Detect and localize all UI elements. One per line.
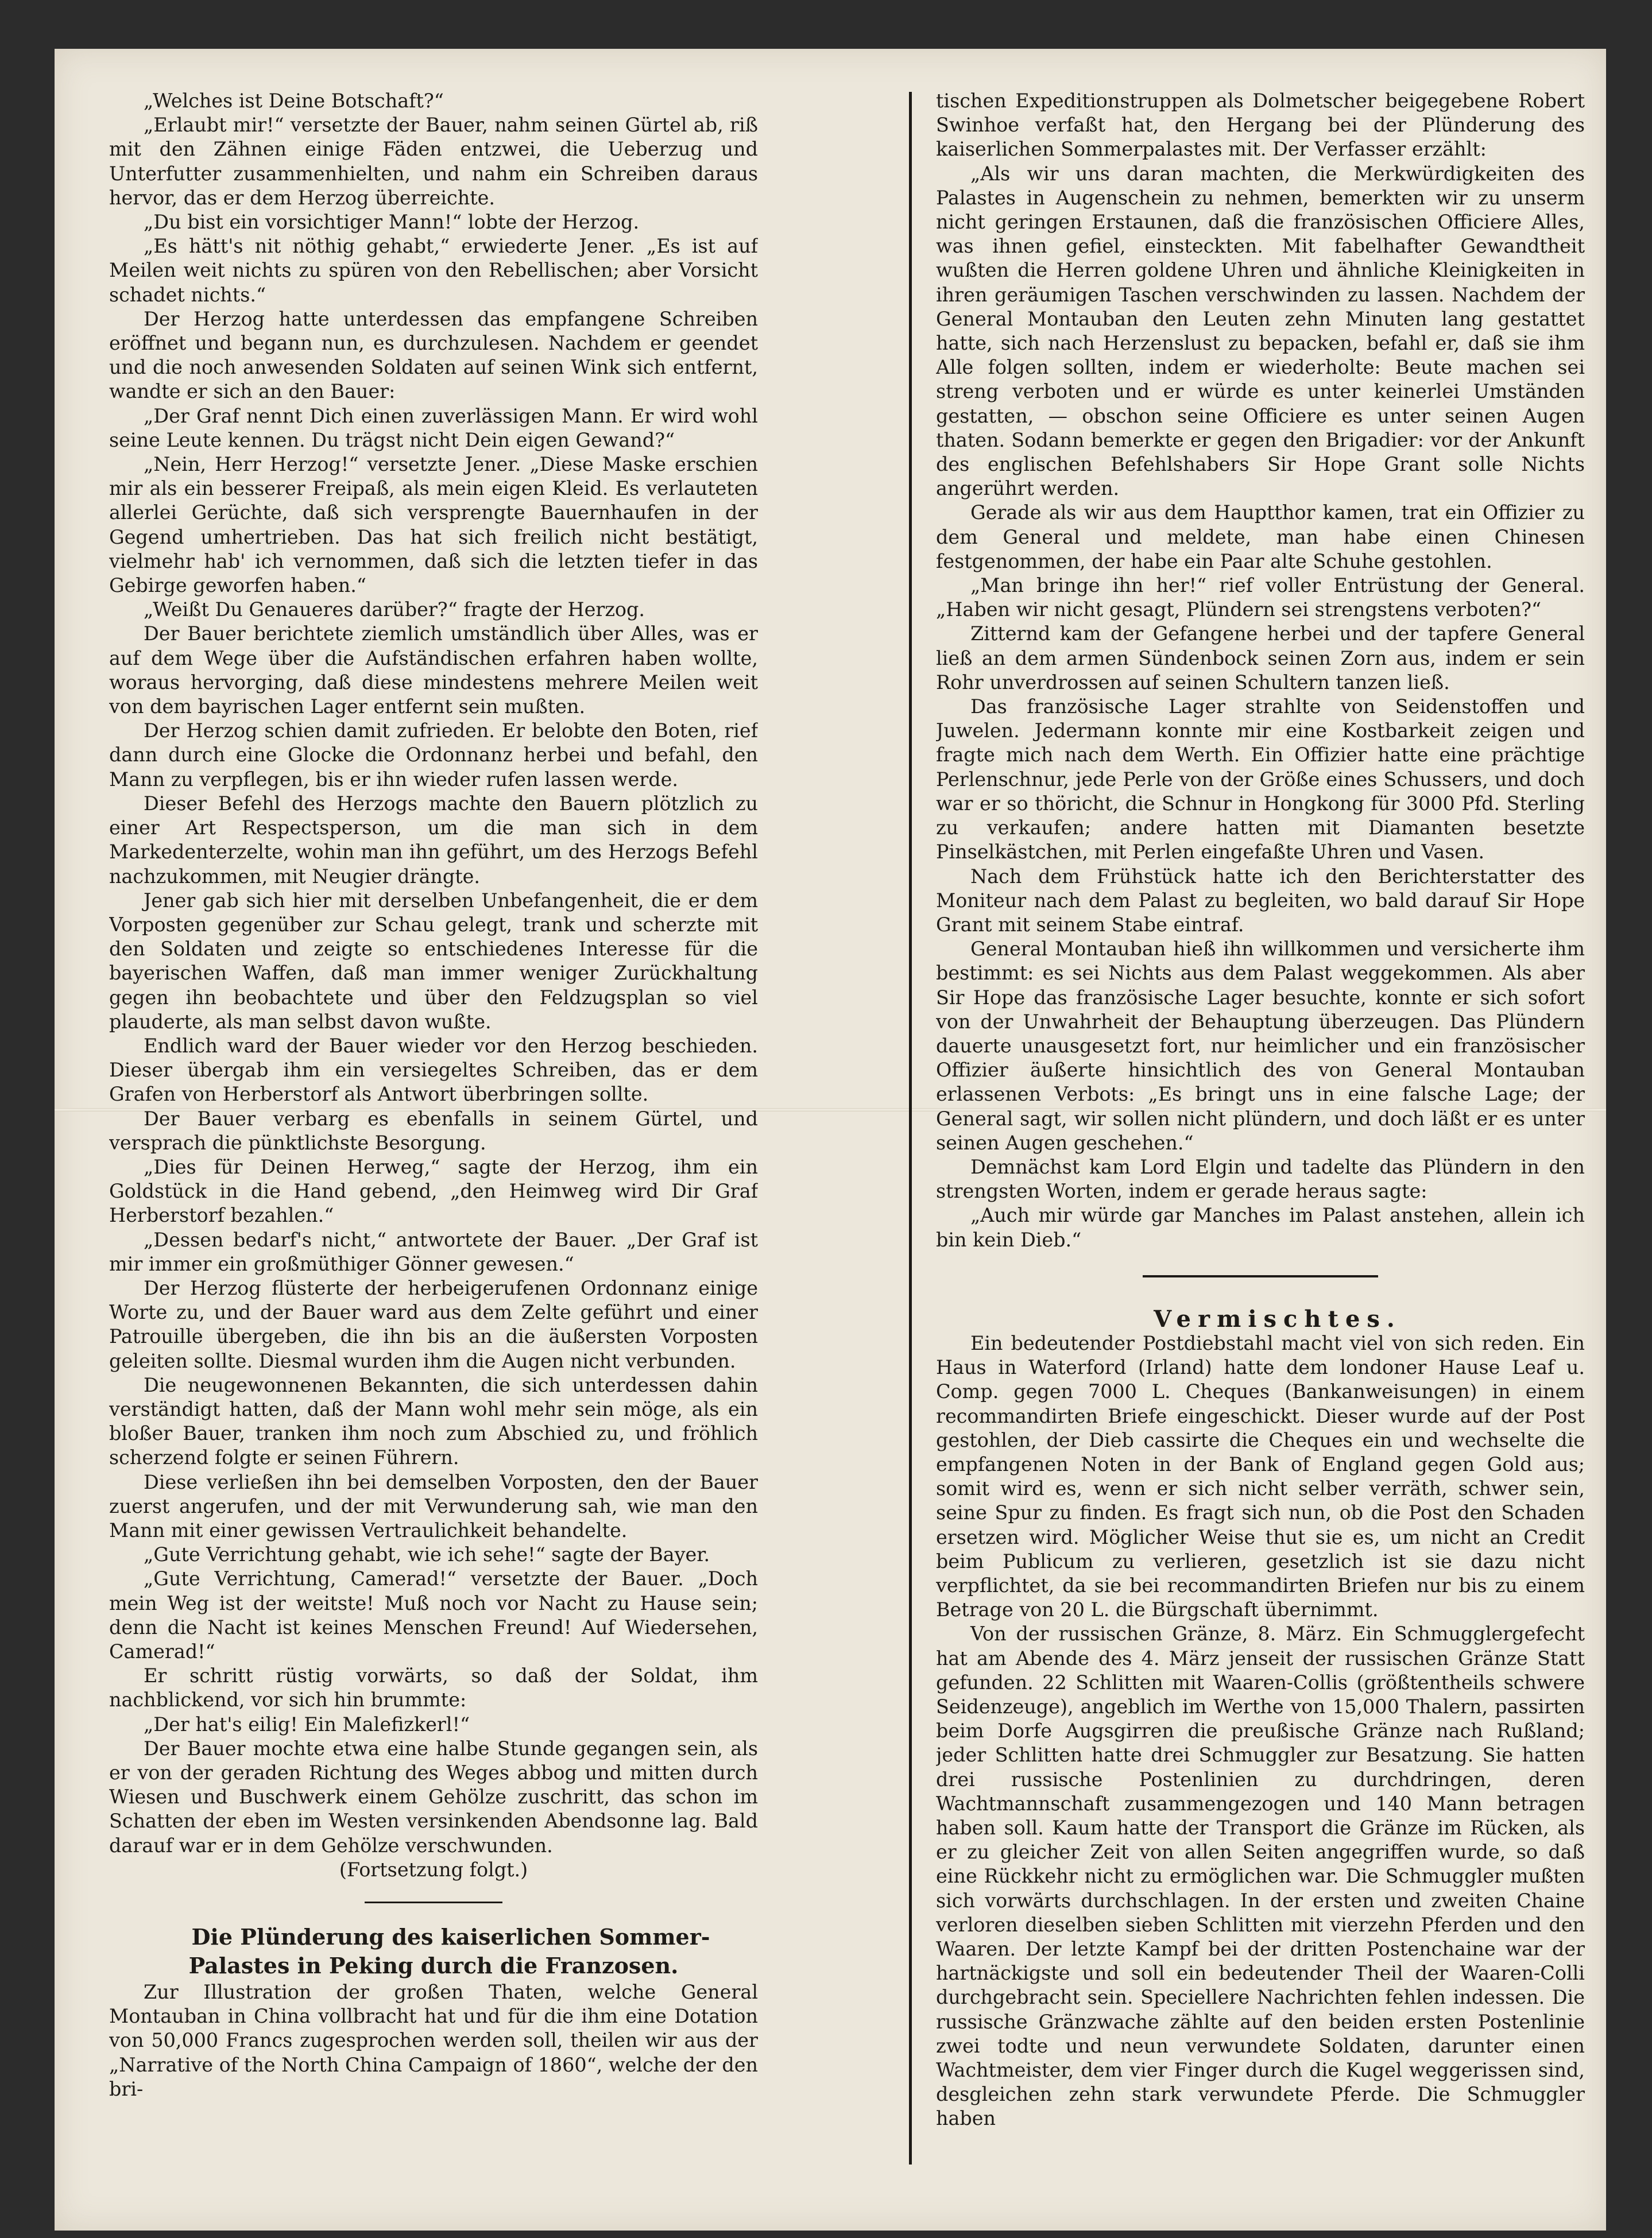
paragraph: Gerade als wir aus dem Hauptthor kamen, trat ein Offizier zu dem General und meldete, man habe einen Chinesen festgenommen, der habe ein Paar alte Schuhe gestohlen.: [936, 501, 1585, 572]
left-story-text: [109, 89, 758, 1858]
paragraph: Ein bedeutender Postdiebstahl macht viel von sich reden. Ein Haus in Waterford (Irland) hatte dem londoner Hause Leaf u. Comp. gegen 7000 L. Cheques (Bankanweisungen) in einem recommandirten Briefe eingeschickt. Dieser wurde auf der Post gestohlen, der Dieb cassirte die Cheques ein und wechselte die empfangenen Noten in der Bank of England gegen Gold aus; somit wird es, wenn er sich nicht selber verräth, schwer sein, seine Spur zu finden. Es fragt sich nun, ob die Post den Schaden ersetzen wird. Möglicher Weise thut sie es, um nicht an Credit beim Publicum zu verlieren, gesetzlich ist sie dazu nicht verpflichtet, da sie bei recommandirten Briefen nur bis zu einem Betrage von 20 L. die Bürgschaft übernimmt.: [936, 1331, 1585, 1621]
section-heading: Vermischtes.: [1154, 1305, 1402, 1333]
paragraph: Der Herzog schien damit zufrieden. Er belobte den Boten, rief dann durch eine Glocke die Ordonnanz herbei und befahl, den Mann zu verpflegen, bis er ihn wieder rufen lassen werde.: [109, 719, 758, 791]
newspaper-page: [55, 49, 1606, 2231]
paragraph: General Montauban hieß ihn willkommen und versicherte ihm bestimmt: es sei Nichts aus dem Palast weggekommen. Als aber Sir Hope das französische Lager besuchte, konnte er sich sofort von der Unwahrheit der Behauptung überzeugen. Das Plündern dauerte unausgesetzt fort, nur heimlicher und ein französischer Offizier äußerte hinsichtlich des von General Montauban erlassenen Verbots: „Es bringt uns in eine falsche Lage; der General sagt, wir sollen nicht plündern, und doch läßt er es unter seinen Augen geschehen.“: [936, 938, 1585, 1154]
left-column: [109, 89, 758, 2167]
paragraph: Endlich ward der Bauer wieder vor den Herzog beschieden. Dieser übergab ihm ein versiegeltes Schreiben, das er dem Grafen von Herberstorf als Antwort überbringen sollte.: [109, 1034, 758, 1106]
paragraph: tischen Expeditionstruppen als Dolmetscher beigegebene Robert Swinhoe verfaßt hat, den Hergang bei der Plünderung des kaiserlichen Sommerpalastes mit. Der Verfasser erzählt:: [936, 90, 1585, 161]
paragraph: „Gute Verrichtung, Camerad!“ versetzte der Bauer. „Doch mein Weg ist der weitste! Muß noch vor Nacht zu Hause sein; denn die Nacht ist keines Menschen Freund! Auf Wiedersehen, Camerad!“: [109, 1567, 758, 1663]
paragraph: Der Bauer mochte etwa eine halbe Stunde gegangen sein, als er von der geraden Richtung des Weges abbog und mitten durch Wiesen und Buschwerk einem Gehölze zuschritt, das schon im Schatten der eben im Westen versinkenden Abendsonne lag. Bald darauf war er in dem Gehölze verschwunden.: [109, 1737, 758, 1857]
misc-news-text: [936, 1331, 1585, 2131]
paragraph: „Als wir uns daran machten, die Merkwürdigkeiten des Palastes in Augenschein zu nehmen, bemerkten wir zu unserm nicht geringen Erstaunen, daß die französischen Officiere Alles, was ihnen gefiel, einsteckten. Mit fabelhafter Gewandtheit wußten die Herren goldene Uhren und ähnliche Kleinigkeiten in ihren geräumigen Taschen verschwinden zu lassen. Nachdem der General Montauban den Leuten zehn Minuten lang gestattet hatte, sich nach Herzenslust zu bepacken, befahl er, daß sie ihm Alle folgen sollten, indem er wiederholte: Beute machen sei streng verboten und er würde es unter keinerlei Umständen gestatten, — obschon seine Officiere es unter seinen Augen thaten. Sodann bemerkte er gegen den Brigadier: vor der Ankunft des englischen Befehlshabers Sir Hope Grant solle Nichts angerührt werden.: [936, 162, 1585, 500]
paragraph: Dieser Befehl des Herzogs machte den Bauern plötzlich zu einer Art Respectsperson, um die man sich in dem Markedenterzelte, wohin man ihn geführt, um des Herzogs Befehl nachzukommen, mit Neugier drängte.: [109, 792, 758, 888]
paragraph: Zitternd kam der Gefangene herbei und der tapfere General ließ an dem armen Sündenbock seinen Zorn aus, indem er sein Rohr unverdrossen auf seinen Schultern tanzen ließ.: [936, 622, 1585, 694]
paragraph: „Welches ist Deine Botschaft?“: [144, 90, 444, 112]
right-story-text: [936, 89, 1585, 1252]
paragraph: Demnächst kam Lord Elgin und tadelte das Plündern in den strengsten Worten, indem er gerade heraus sagte:: [936, 1155, 1585, 1203]
paragraph: Diese verließen ihn bei demselben Vorposten, den der Bauer zuerst angerufen, und der mit Verwunderung sah, wie man den Mann mit einer gewissen Vertraulichkeit behandelte.: [109, 1470, 758, 1542]
right-column: [936, 89, 1585, 2167]
paragraph: Das französische Lager strahlte von Seidenstoffen und Juwelen. Jedermann konnte mir eine Kostbarkeit zeigen und fragte mich nach dem Werth. Ein Offizier hatte eine prächtige Perlenschnur, jede Perle von der Größe eines Schussers, und doch war er so thöricht, die Schnur in Hongkong für 3000 Pfd. Sterling zu verkaufen; andere hatten mit Diamanten besetzte Pinselkästchen, mit Perlen eingefaßte Uhren und Vasen.: [936, 695, 1585, 864]
paragraph: Er schritt rüstig vorwärts, so daß der Soldat, ihm nachblickend, vor sich hin brummte:: [109, 1664, 758, 1712]
article-heading: Die Plünderung des kaiserlichen Sommer-Palastes in Peking durch die Franzosen.: [188, 1924, 710, 1979]
paragraph: „Erlaubt mir!“ versetzte der Bauer, nahm seinen Gürtel ab, riß mit den Zähnen einige Fäden entzwei, die Ueberzug und Unterfutter zusammenhielten, und nahm ein Schreiben daraus hervor, das er dem Herzog überreichte.: [109, 114, 758, 209]
paragraph: Von der russischen Gränze, 8. März. Ein Schmugglergefecht hat am Abende des 4. März jenseit der russischen Gränze Statt gefunden. 22 Schlitten mit Waaren-Collis (größtentheils schwere Seidenzeuge), angeblich im Werthe von 15,000 Thalern, passirten beim Dorfe Augsgirren die preußische Gränze nach Rußland; jeder Schlitten hatte drei Schmuggler zur Besatzung. Sie hatten drei russische Postenlinien zu durchdringen, deren Wachtmannschaft zusammengezogen und 140 Mann betragen haben soll. Kaum hatte der Transport die Gränze im Rücken, als er zu gleicher Zeit von allen Seiten angegriffen wurde, so daß eine Rückkehr nicht zu ermöglichen war. Die Schmuggler mußten sich vorwärts durchschlagen. In der ersten und zweiten Chaine verloren dieselben sieben Schlitten mit vierzehn Pferden und den Waaren. Der letzte Kampf bei der dritten Postenchaine war der hartnäckigste und soll ein bedeutender Theil der Waaren-Colli durchgebracht sein. Speciellere Nachrichten fehlen indessen. Die russische Gränzwache zählte auf den beiden ersten Postenlinie zwei todte und neun verwundete Soldaten, darunter einen Wachtmeister, dem vier Finger durch die Kugel weggerissen sind, desgleichen zehn stark verwundete Pferde. Die Schmuggler haben: [936, 1623, 1585, 2130]
column-divider: [909, 92, 912, 2165]
paragraph: „Der hat's eilig! Ein Malefizkerl!“: [144, 1713, 470, 1736]
section-rule: [1143, 1275, 1378, 1277]
paragraph: „Man bringe ihn her!“ rief voller Entrüstung der General. „Haben wir nicht gesagt, Plündern sei strengstens verboten?“: [936, 574, 1585, 621]
paragraph: „Auch mir würde gar Manches im Palast anstehen, allein ich bin kein Dieb.“: [936, 1204, 1585, 1251]
paragraph: Der Bauer verbarg es ebenfalls in seinem Gürtel, und versprach die pünktlichste Besorgung.: [109, 1107, 758, 1154]
article-intro: Zur Illustration der großen Thaten, welche General Montauban in China vollbracht hat und für die ihm eine Dotation von 50,000 Francs zugesprochen werden soll, theilen wir aus der „Narrative of the North China Campaign of 1860“, welche der den bri-: [109, 1981, 758, 2100]
paragraph: „Du bist ein vorsichtiger Mann!“ lobte der Herzog.: [144, 211, 640, 234]
paragraph: Der Herzog hatte unterdessen das empfangene Schreiben eröffnet und begann nun, es durchzulesen. Nachdem er geendet und die noch anwesenden Soldaten auf seinen Wink sich entfernt, wandte er sich an den Bauer:: [109, 307, 758, 403]
paragraph: „Der Graf nennt Dich einen zuverlässigen Mann. Er wird wohl seine Leute kennen. Du trägst nicht Dein eigen Gewand?“: [109, 404, 758, 451]
paragraph: Nach dem Frühstück hatte ich den Berichterstatter des Moniteur nach dem Palast zu begleiten, wo bald darauf Sir Hope Grant mit seinem Stabe eintraf.: [936, 865, 1585, 936]
paragraph: „Dessen bedarf's nicht,“ antwortete der Bauer. „Der Graf ist mir immer ein großmüthiger Gönner gewesen.“: [109, 1228, 758, 1275]
paragraph: „Dies für Deinen Herweg,“ sagte der Herzog, ihm ein Goldstück in die Hand gebend, „den Heimweg wird Dir Graf Herberstorf bezahlen.“: [109, 1155, 758, 1227]
paragraph: „Es hätt's nit nöthig gehabt,“ erwiederte Jener. „Es ist auf Meilen weit nichts zu spüren von den Rebellischen; aber Vorsicht schadet nichts.“: [109, 235, 758, 306]
separator-rule: [365, 1902, 502, 1903]
paragraph: Der Bauer berichtete ziemlich umständlich über Alles, was er auf dem Wege über die Aufständischen erfahren haben wollte, woraus hervorging, daß diese mindestens mehrere Meilen weit von dem bayrischen Lager entfernt sein mußten.: [109, 622, 758, 718]
paragraph: „Gute Verrichtung gehabt, wie ich sehe!“ sagte der Bayer.: [144, 1543, 710, 1566]
paragraph: Jener gab sich hier mit derselben Unbefangenheit, die er dem Vorposten gegenüber zur Schau gelegt, trank und scherzte mit den Soldaten und zeigte so entschiedenes Interesse für die bayerischen Waffen, daß man immer weniger Zurückhaltung gegen ihn beobachtete und über den Feldzugsplan so viel plauderte, als man selbst davon wußte.: [109, 889, 758, 1033]
paragraph: „Nein, Herr Herzog!“ versetzte Jener. „Diese Maske erschien mir als ein besserer Freipaß, als mein eigen Kleid. Es verlauteten allerlei Gerüchte, daß sich versprengte Bauernhaufen in der Gegend umhertrieben. Das hat sich freilich nicht bestätigt, vielmehr hab' ich vernommen, daß sich die letzten tiefer in das Gebirge geworfen haben.“: [109, 453, 758, 597]
paragraph: Die neugewonnenen Bekannten, die sich unterdessen dahin verständigt hatten, daß der Mann wohl mehr sein möge, als ein bloßer Bauer, tranken ihm noch zum Abschied zu, und fröhlich scherzend folgte er seinen Führern.: [109, 1373, 758, 1469]
continuation-note: (Fortsetzung folgt.): [339, 1858, 528, 1881]
paragraph: „Weißt Du Genaueres darüber?“ fragte der Herzog.: [144, 598, 645, 621]
paragraph: Der Herzog flüsterte der herbeigerufenen Ordonnanz einige Worte zu, und der Bauer ward aus dem Zelte geführt und einer Patrouille übergeben, die ihn bis an die äußersten Vorposten geleiten sollte. Diesmal wurden ihm die Augen nicht verbunden.: [109, 1276, 758, 1372]
